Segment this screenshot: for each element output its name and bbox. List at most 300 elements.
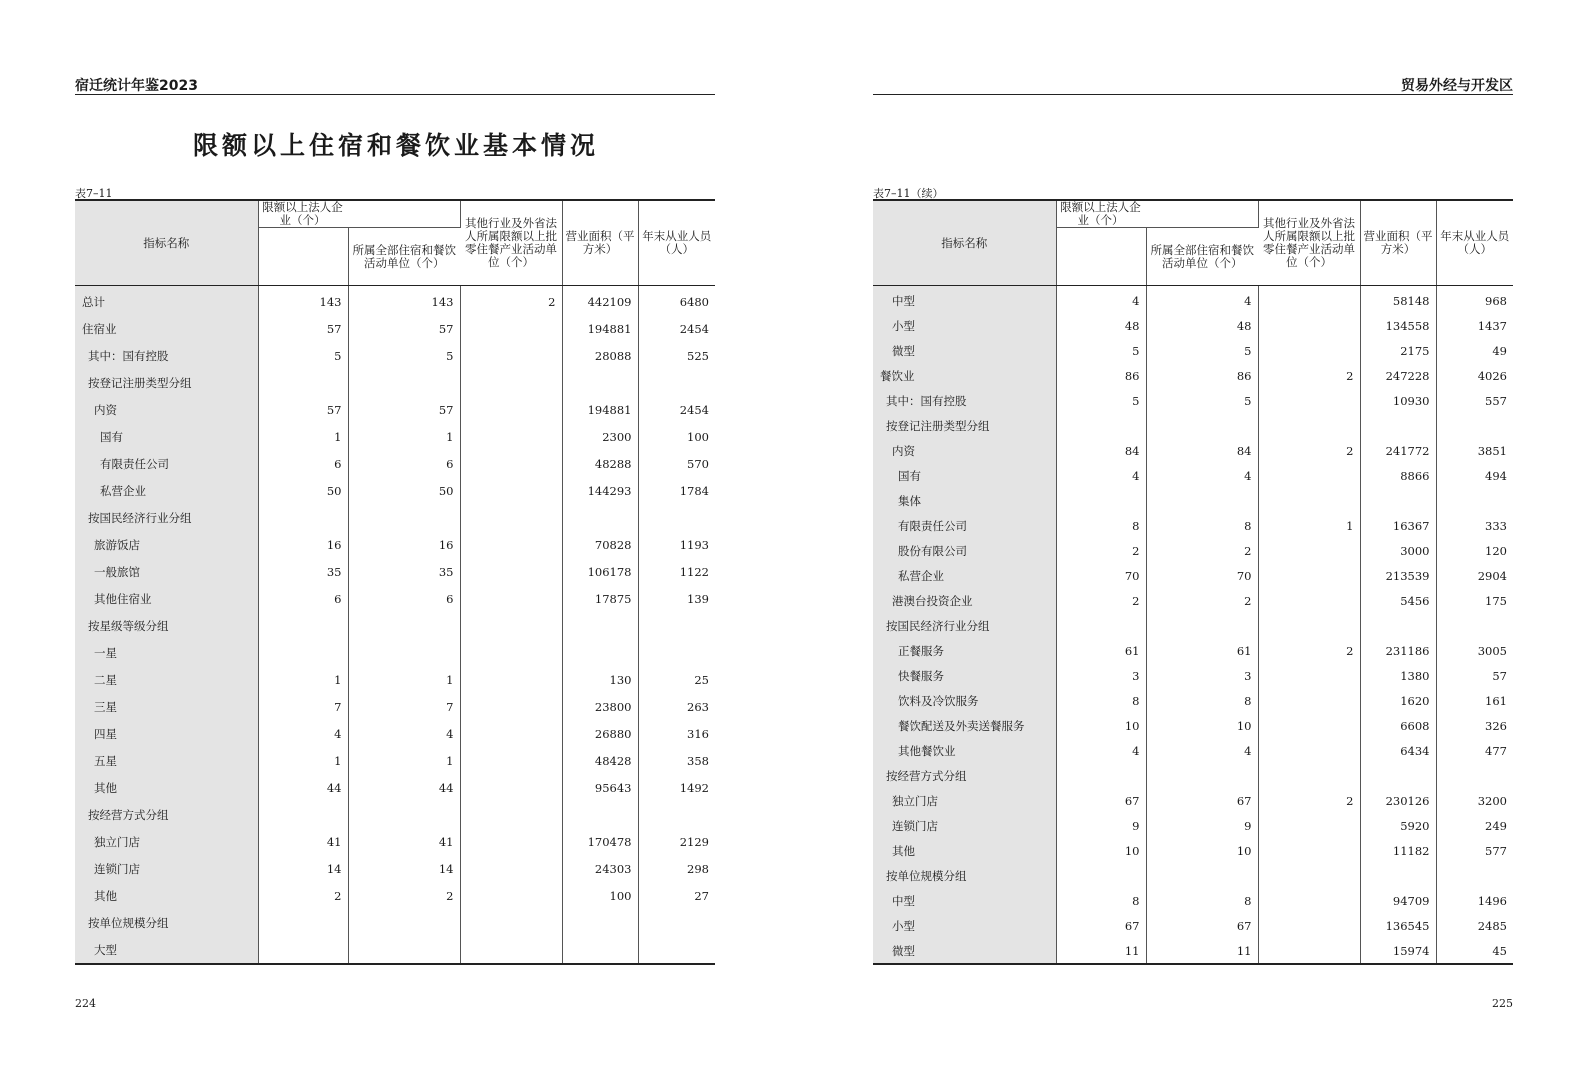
cell-other [460, 504, 562, 531]
cell-enterprises: 2 [1056, 538, 1146, 563]
cell-staff [638, 612, 715, 639]
table-row [75, 531, 715, 558]
cell-other [460, 747, 562, 774]
cell-enterprises: 1 [258, 747, 348, 774]
cell-enterprises: 9 [1056, 813, 1146, 838]
row-label: 按经营方式分组 [873, 763, 1056, 788]
cell-units: 11 [1146, 938, 1258, 964]
cell-staff: 2129 [679, 834, 709, 849]
cell-staff: 333 [1485, 518, 1507, 533]
row-label: 股份有限公司 [873, 538, 1056, 563]
cell-units: 14 [348, 855, 460, 882]
table-row [75, 639, 715, 666]
row-label: 按登记注册类型分组 [873, 413, 1056, 438]
cell-staff: 2454 [679, 321, 709, 336]
cell-area: 2175 [1360, 338, 1436, 363]
cell-units: 67 [1146, 913, 1258, 938]
cell-other [460, 936, 562, 964]
cell-enterprises [258, 909, 348, 936]
cell-staff: 57 [1492, 668, 1507, 683]
cell-staff: 1437 [1477, 318, 1507, 333]
cell-enterprises: 41 [258, 828, 348, 855]
cell-staff [638, 936, 715, 964]
row-label: 正餐服务 [873, 638, 1056, 663]
cell-staff: 2485 [1477, 918, 1507, 933]
table-row [75, 342, 715, 369]
cell-other [1258, 713, 1360, 738]
cell-staff: 557 [1485, 393, 1507, 408]
cell-units: 41 [348, 828, 460, 855]
cell-enterprises: 2 [1056, 588, 1146, 613]
cell-enterprises: 10 [1056, 713, 1146, 738]
row-label: 有限责任公司 [873, 513, 1056, 538]
cell-other [1258, 763, 1360, 788]
cell-area [562, 909, 638, 936]
cell-units: 35 [348, 558, 460, 585]
row-label: 按单位规模分组 [873, 863, 1056, 888]
right-page [873, 0, 1513, 1077]
row-label: 按星级等级分组 [75, 612, 258, 639]
cell-units: 4 [1146, 463, 1258, 488]
table-row [75, 774, 715, 801]
cell-enterprises: 4 [258, 720, 348, 747]
page-number: 225 [1492, 997, 1513, 1010]
cell-other: 2 [1258, 438, 1360, 463]
table-row [873, 286, 1513, 314]
cell-area: 230126 [1360, 788, 1436, 813]
cell-units: 48 [1146, 313, 1258, 338]
cell-enterprises: 4 [1056, 463, 1146, 488]
cell-area: 5920 [1360, 813, 1436, 838]
cell-other: 2 [1258, 788, 1360, 813]
row-label: 独立门店 [75, 828, 258, 855]
cell-other [1258, 738, 1360, 763]
table-row [75, 747, 715, 774]
cell-enterprises [1056, 863, 1146, 888]
cell-other [460, 342, 562, 369]
cell-enterprises: 5 [1056, 388, 1146, 413]
cell-units: 1 [348, 423, 460, 450]
page-title: 限额以上住宿和餐饮业基本情况 [193, 131, 600, 160]
section-title: 贸易外经与开发区 [1401, 78, 1513, 94]
row-label: 其中：国有控股 [873, 388, 1056, 413]
cell-units [1146, 863, 1258, 888]
cell-other [1258, 313, 1360, 338]
row-label: 私营企业 [873, 563, 1056, 588]
cell-staff: 577 [1485, 843, 1507, 858]
table-row [873, 738, 1513, 763]
cell-enterprises: 143 [258, 286, 348, 316]
cell-enterprises: 14 [258, 855, 348, 882]
cell-units: 57 [348, 396, 460, 423]
table-row [873, 563, 1513, 588]
col-header-area: 营业面积（平方米） [562, 200, 638, 286]
cell-units [348, 612, 460, 639]
cell-units: 2 [1146, 538, 1258, 563]
cell-area: 134558 [1360, 313, 1436, 338]
table-row [75, 936, 715, 964]
cell-area [562, 504, 638, 531]
cell-staff: 968 [1485, 293, 1507, 308]
cell-other [1258, 563, 1360, 588]
cell-units [348, 909, 460, 936]
cell-area: 194881 [562, 315, 638, 342]
cell-units: 143 [348, 286, 460, 316]
row-label: 按国民经济行业分组 [873, 613, 1056, 638]
cell-area: 11182 [1360, 838, 1436, 863]
cell-units: 10 [1146, 713, 1258, 738]
header-rule [75, 94, 715, 95]
cell-units [1146, 763, 1258, 788]
row-label: 微型 [873, 338, 1056, 363]
cell-staff: 1784 [679, 483, 709, 498]
cell-other [1258, 413, 1360, 438]
cell-staff [1436, 613, 1513, 638]
cell-other [1258, 488, 1360, 513]
table-row [75, 315, 715, 342]
cell-area: 70828 [562, 531, 638, 558]
cell-other [460, 720, 562, 747]
cell-other [1258, 688, 1360, 713]
cell-enterprises: 10 [1056, 838, 1146, 863]
cell-other [1258, 588, 1360, 613]
cell-units [348, 504, 460, 531]
cell-staff: 1122 [679, 564, 709, 579]
cell-units: 8 [1146, 513, 1258, 538]
row-label: 旅游饭店 [75, 531, 258, 558]
table-row [873, 413, 1513, 438]
cell-enterprises: 44 [258, 774, 348, 801]
cell-enterprises: 6 [258, 450, 348, 477]
cell-area: 10930 [1360, 388, 1436, 413]
cell-area: 1620 [1360, 688, 1436, 713]
table-row [873, 713, 1513, 738]
cell-staff: 263 [687, 699, 709, 714]
cell-staff [638, 369, 715, 396]
cell-enterprises [1056, 763, 1146, 788]
cell-area [1360, 488, 1436, 513]
row-label: 三星 [75, 693, 258, 720]
row-label: 五星 [75, 747, 258, 774]
col-header-units: 所属全部住宿和餐饮活动单位（个） [1146, 228, 1258, 286]
table-row [873, 513, 1513, 538]
table-number: 表7–11 [75, 187, 113, 200]
row-label: 按经营方式分组 [75, 801, 258, 828]
left-page [75, 0, 715, 1077]
row-label: 内资 [75, 396, 258, 423]
cell-other: 2 [460, 286, 562, 316]
cell-enterprises: 57 [258, 315, 348, 342]
table-row [873, 338, 1513, 363]
cell-enterprises: 50 [258, 477, 348, 504]
cell-enterprises [258, 936, 348, 964]
table-row [75, 423, 715, 450]
cell-other [1258, 913, 1360, 938]
row-label: 其中：国有控股 [75, 342, 258, 369]
row-label: 餐饮配送及外卖送餐服务 [873, 713, 1056, 738]
table-row [75, 720, 715, 747]
col-header-enterprises-text: 限额以上法人企业（个） [1060, 200, 1141, 227]
table-row [873, 813, 1513, 838]
cell-enterprises: 2 [258, 882, 348, 909]
cell-units [348, 936, 460, 964]
cell-other [460, 612, 562, 639]
table-row [873, 838, 1513, 863]
cell-staff: 3851 [1477, 443, 1507, 458]
table-row [75, 909, 715, 936]
col-header-enterprises-spacer [258, 228, 348, 286]
cell-area: 231186 [1360, 638, 1436, 663]
cell-enterprises: 7 [258, 693, 348, 720]
cell-units: 9 [1146, 813, 1258, 838]
table-row [873, 538, 1513, 563]
cell-area: 144293 [562, 477, 638, 504]
cell-area: 130 [562, 666, 638, 693]
table-row [873, 613, 1513, 638]
col-header-other: 其他行业及外省法人所属限额以上批零住餐产业活动单位（个） [460, 200, 562, 286]
cell-units [1146, 488, 1258, 513]
col-header-name: 指标名称 [75, 200, 258, 286]
cell-other [1258, 286, 1360, 314]
cell-other [1258, 338, 1360, 363]
cell-area: 1380 [1360, 663, 1436, 688]
cell-enterprises: 57 [258, 396, 348, 423]
cell-area: 17875 [562, 585, 638, 612]
row-label: 饮料及冷饮服务 [873, 688, 1056, 713]
table-row [75, 612, 715, 639]
col-header-other: 其他行业及外省法人所属限额以上批零住餐产业活动单位（个） [1258, 200, 1360, 286]
cell-area [562, 936, 638, 964]
cell-enterprises: 1 [258, 423, 348, 450]
cell-enterprises: 11 [1056, 938, 1146, 964]
cell-units: 1 [348, 747, 460, 774]
yearbook-title: 宿迁统计年鉴2023 [75, 78, 198, 94]
col-header-staff: 年末从业人员（人） [638, 200, 715, 286]
table-row [75, 558, 715, 585]
table-row [873, 438, 1513, 463]
cell-units: 2 [1146, 588, 1258, 613]
table-body [873, 286, 1513, 965]
cell-area [562, 369, 638, 396]
cell-area: 442109 [562, 286, 638, 316]
cell-enterprises: 84 [1056, 438, 1146, 463]
row-label: 中型 [873, 286, 1056, 314]
cell-other [1258, 938, 1360, 964]
row-label: 快餐服务 [873, 663, 1056, 688]
cell-other: 2 [1258, 638, 1360, 663]
cell-units: 44 [348, 774, 460, 801]
cell-staff: 6480 [679, 294, 709, 309]
cell-area: 23800 [562, 693, 638, 720]
cell-staff [1436, 413, 1513, 438]
cell-enterprises: 67 [1056, 913, 1146, 938]
cell-area: 5456 [1360, 588, 1436, 613]
cell-other [460, 558, 562, 585]
cell-area: 3000 [1360, 538, 1436, 563]
cell-other [460, 585, 562, 612]
cell-enterprises: 1 [258, 666, 348, 693]
row-label: 独立门店 [873, 788, 1056, 813]
table-row [75, 477, 715, 504]
cell-area: 136545 [1360, 913, 1436, 938]
table-number: 表7–11（续） [873, 187, 944, 200]
cell-units: 4 [1146, 738, 1258, 763]
row-label: 微型 [873, 938, 1056, 964]
row-label: 港澳台投资企业 [873, 588, 1056, 613]
cell-area: 95643 [562, 774, 638, 801]
cell-area [1360, 413, 1436, 438]
cell-other [1258, 863, 1360, 888]
row-label: 连锁门店 [873, 813, 1056, 838]
table-bottom-rule [75, 964, 715, 965]
cell-other [460, 369, 562, 396]
row-label: 私营企业 [75, 477, 258, 504]
cell-staff: 2904 [1477, 568, 1507, 583]
cell-units [348, 801, 460, 828]
cell-area: 28088 [562, 342, 638, 369]
cell-area [562, 801, 638, 828]
cell-other [1258, 538, 1360, 563]
col-header-enterprises-text: 限额以上法人企业（个） [262, 200, 343, 227]
cell-staff [1436, 863, 1513, 888]
cell-units: 67 [1146, 788, 1258, 813]
cell-other [460, 855, 562, 882]
cell-area: 106178 [562, 558, 638, 585]
table-row [873, 363, 1513, 388]
row-label: 餐饮业 [873, 363, 1056, 388]
cell-units [348, 369, 460, 396]
cell-other [460, 396, 562, 423]
cell-units: 50 [348, 477, 460, 504]
row-label: 一般旅馆 [75, 558, 258, 585]
cell-staff: 161 [1485, 693, 1507, 708]
row-label: 按国民经济行业分组 [75, 504, 258, 531]
table-row [873, 313, 1513, 338]
table-row [75, 882, 715, 909]
cell-area [1360, 863, 1436, 888]
table-row [75, 828, 715, 855]
running-head [873, 75, 1513, 95]
cell-staff: 4026 [1477, 368, 1507, 383]
cell-units: 5 [1146, 338, 1258, 363]
cell-other [460, 531, 562, 558]
cell-enterprises [258, 801, 348, 828]
cell-staff: 175 [1485, 593, 1507, 608]
table-row [873, 763, 1513, 788]
cell-enterprises: 8 [1056, 688, 1146, 713]
col-header-enterprises [1056, 200, 1258, 228]
cell-enterprises: 5 [258, 342, 348, 369]
cell-staff: 358 [687, 753, 709, 768]
cell-area: 194881 [562, 396, 638, 423]
cell-units: 5 [348, 342, 460, 369]
cell-other [460, 774, 562, 801]
cell-enterprises [258, 504, 348, 531]
cell-enterprises: 16 [258, 531, 348, 558]
table-row [75, 369, 715, 396]
table-row [75, 666, 715, 693]
cell-staff [638, 504, 715, 531]
cell-area: 94709 [1360, 888, 1436, 913]
cell-units: 7 [348, 693, 460, 720]
cell-units: 4 [1146, 286, 1258, 314]
cell-enterprises: 61 [1056, 638, 1146, 663]
row-label: 其他 [75, 882, 258, 909]
cell-staff: 3200 [1477, 793, 1507, 808]
cell-area: 15974 [1360, 938, 1436, 964]
table-row [75, 450, 715, 477]
col-header-enterprises [258, 200, 460, 228]
cell-enterprises [258, 612, 348, 639]
cell-other [460, 882, 562, 909]
cell-units [1146, 613, 1258, 638]
cell-units [348, 639, 460, 666]
cell-other [460, 315, 562, 342]
cell-staff [1436, 763, 1513, 788]
cell-units: 6 [348, 585, 460, 612]
cell-units: 2 [348, 882, 460, 909]
cell-staff: 120 [1485, 543, 1507, 558]
cell-enterprises: 3 [1056, 663, 1146, 688]
cell-other [460, 423, 562, 450]
cell-enterprises [1056, 488, 1146, 513]
table-row [873, 913, 1513, 938]
row-label: 连锁门店 [75, 855, 258, 882]
cell-area: 6608 [1360, 713, 1436, 738]
cell-area [562, 639, 638, 666]
col-header-staff: 年末从业人员（人） [1436, 200, 1513, 286]
cell-units: 86 [1146, 363, 1258, 388]
cell-enterprises: 67 [1056, 788, 1146, 813]
cell-area: 24303 [562, 855, 638, 882]
cell-other [460, 666, 562, 693]
cell-units: 57 [348, 315, 460, 342]
row-label: 一星 [75, 639, 258, 666]
table-row [873, 638, 1513, 663]
col-header-units: 所属全部住宿和餐饮活动单位（个） [348, 228, 460, 286]
table-row [75, 396, 715, 423]
cell-other [1258, 838, 1360, 863]
table-row [75, 855, 715, 882]
row-label: 大型 [75, 936, 258, 964]
cell-other [1258, 888, 1360, 913]
cell-other [1258, 388, 1360, 413]
cell-other [460, 693, 562, 720]
cell-other [1258, 813, 1360, 838]
cell-units [1146, 413, 1258, 438]
cell-other [1258, 613, 1360, 638]
cell-area: 16367 [1360, 513, 1436, 538]
cell-enterprises [258, 639, 348, 666]
cell-area: 2300 [562, 423, 638, 450]
cell-area: 26880 [562, 720, 638, 747]
cell-enterprises: 8 [1056, 513, 1146, 538]
row-label: 国有 [873, 463, 1056, 488]
table-row [873, 663, 1513, 688]
table-row [75, 286, 715, 316]
row-label: 总计 [75, 286, 258, 316]
cell-enterprises: 6 [258, 585, 348, 612]
table-body [75, 286, 715, 965]
cell-staff: 477 [1485, 743, 1507, 758]
table-row [873, 588, 1513, 613]
cell-area: 241772 [1360, 438, 1436, 463]
cell-units: 8 [1146, 688, 1258, 713]
row-label: 二星 [75, 666, 258, 693]
cell-area [562, 612, 638, 639]
cell-enterprises: 70 [1056, 563, 1146, 588]
header-rule [873, 94, 1513, 95]
